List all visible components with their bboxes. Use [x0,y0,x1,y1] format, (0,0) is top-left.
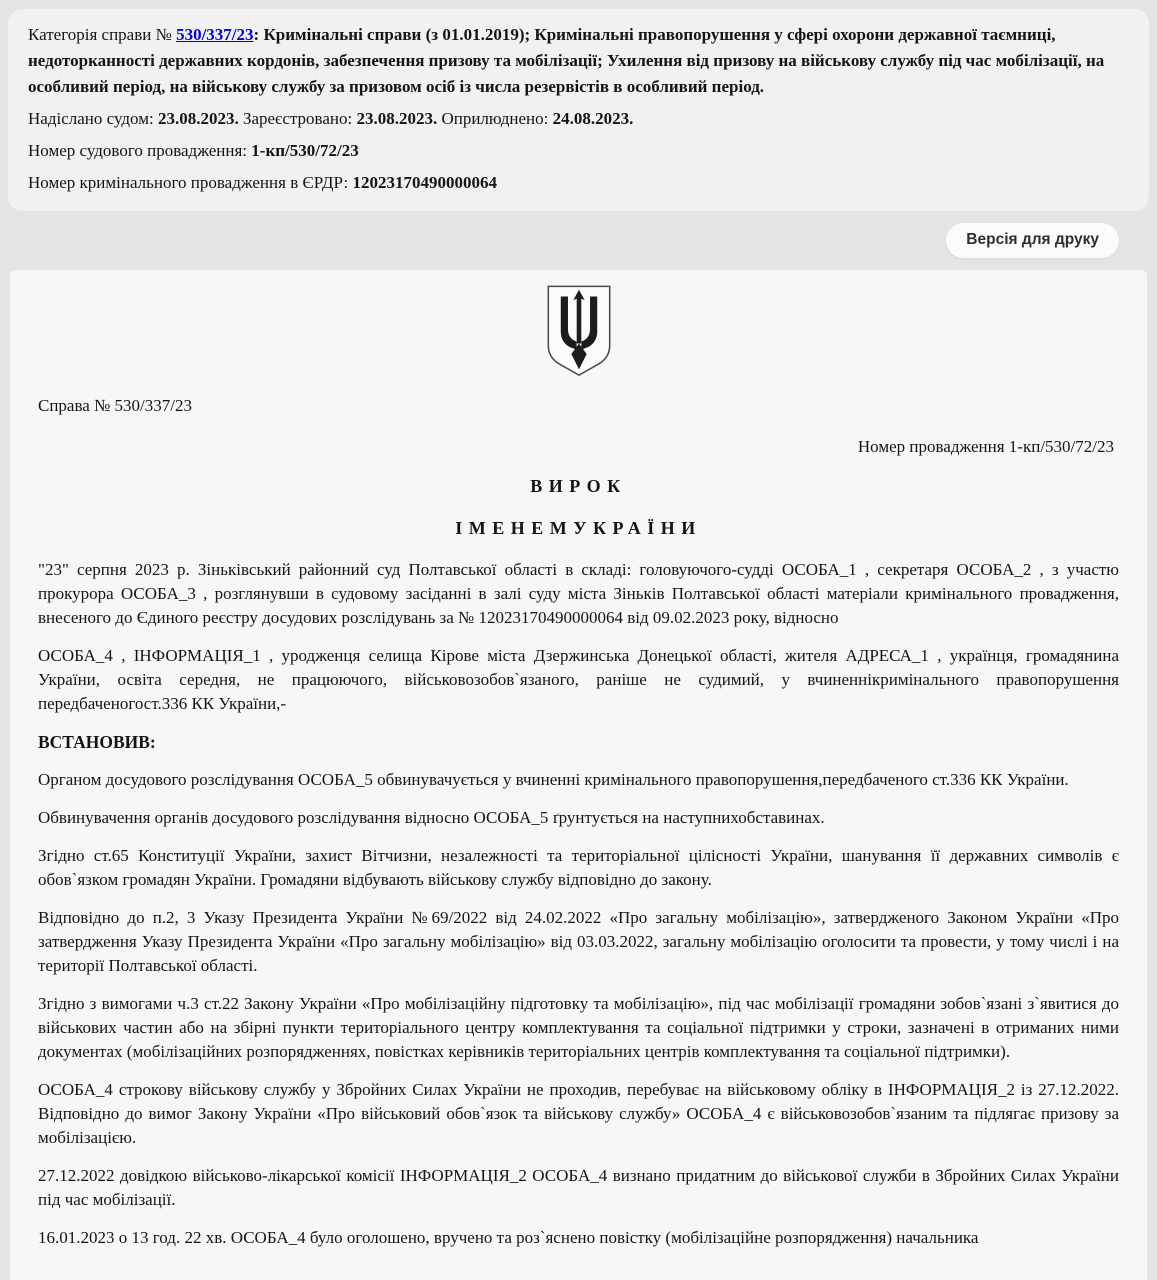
case-category-label: Категорія справи № [28,25,172,44]
body-paragraph: Органом досудового розслідування ОСОБА_5 обвинувачується у вчиненні кримінального правопорушення,передбаченого ст.336 КК України. [38,770,1069,789]
document-case-number: Справа № 530/337/23 [38,396,192,415]
court-proceeding-number: 1-кп/530/72/23 [251,141,359,160]
erdr-number: 12023170490000064 [352,173,498,192]
registered-date: 23.08.2023. [356,109,438,128]
body-paragraph: 27.12.2022 довідкою військово-лікарської комісії ІНФОРМАЦІЯ_2 ОСОБА_4 визнано придатним до військової служби в Збройних Силах України під час мобілізації. [38,1166,1119,1209]
dates-line [28,106,1127,132]
emblem-container [28,284,1129,378]
body-paragraph: Відповідно до п.2, 3 Указу Президента України №69/2022 від 24.02.2022 «Про загальну мобілізацію», затвердженого Законом України «Про затвердження Указу Президента України «Про загальну мобілізацію» від 03.03.2022, загальну мобілізацію оголосити та провести, у тому числі і на території Полтавської області. [38,908,1119,975]
body-paragraph: 16.01.2023 о 13 год. 22 хв. ОСОБА_4 було оголошено, вручено та роз`яснено повістку (мобілізаційне розпорядження) начальника [38,1228,979,1247]
in-the-name-of-ukraine-title: ІМЕНЕМУКРАЇНИ [455,518,702,538]
document-body [28,394,1129,1250]
published-label: Оприлюднено: [441,109,549,128]
verdict-title: ВИРОК [530,476,627,496]
intro-paragraph: "23" серпня 2023 р. Зіньківський районний суд Полтавської області в складі: головуючого-судді ОСОБА_1 , секретаря ОСОБА_2 , з участю прокурора ОСОБА_3 , розглянувши в судовому засіданні в залі суду міста Зіньків Полтавської області матеріали кримінального провадження, внесеного до Єдиного реєстру досудових розслідувань за № 12023170490000064 від 09.02.2023 року, відносно [38,560,1119,627]
court-decision-document [10,270,1147,1280]
case-number-link[interactable]: 530/337/23 [176,25,254,44]
court-proceeding-line [28,138,1127,164]
sent-by-court-date: 23.08.2023. [157,109,239,128]
registered-label: Зареєстровано: [242,109,353,128]
ukraine-coat-of-arms-icon [543,284,615,378]
defendant-paragraph: ОСОБА_4 , ІНФОРМАЦІЯ_1 , уродженця селища Кірове міста Дзержинська Донецької області, жителя АДРЕСА_1 , українця, громадянина України, освіта середня, не працюючого, військовозобов`язаного, раніше не судимий, у вчиненнікримінального правопорушення передбаченогост.336 КК України,- [38,646,1119,713]
case-category-text: : Кримінальні справи (з 01.01.2019); Кримінальні правопорушення у сфері охорони державної таємниці, недоторканності державних кордонів, забезпечення призову та мобілізації; Ухилення від призову на військову службу під час мобілізації, на особливий період, на військову службу за призовом осіб із числа резервістів в особливий період. [28,25,1105,96]
body-paragraph: Згідно ст.65 Конституції України, захист Вітчизни, незалежності та територіальної цілісності України, шанування її державних символів є обов`язком громадян України. Громадяни відбувають військову службу відповідно до закону. [38,846,1119,889]
case-info-panel [8,9,1149,211]
body-paragraph: ОСОБА_4 строкову військову службу у Збройних Силах України не проходив, перебуває на військовому обліку в ІНФОРМАЦІЯ_2 із 27.12.2022. Відповідно до вимог Закону України «Про військовий обов`язок та військову службу» ОСОБА_4 є військовозобов`язаним та підлягає призову за мобілізацією. [38,1080,1119,1147]
body-paragraph: Обвинувачення органів досудового розслідування відносно ОСОБА_5 ґрунтується на наступнихобставинах. [38,808,825,827]
sent-by-court-label: Надіслано судом: [28,109,154,128]
erdr-label: Номер кримінального провадження в ЄРДР: [28,173,349,192]
toolbar [0,211,1157,270]
established-heading: ВСТАНОВИВ: [38,732,156,752]
case-category-line [28,22,1127,100]
erdr-line [28,170,1127,196]
published-date: 24.08.2023. [552,109,634,128]
print-version-button[interactable]: Версія для друку [946,223,1119,258]
body-paragraph: Згідно з вимогами ч.3 ст.22 Закону України «Про мобілізаційну підготовку та мобілізацію», під час мобілізації громадяни зобов`язані з`явитися до військових частин або на збірні пункти територіального центру комплектування та соціальної підтримки у строки, зазначені в отриманих ними документах (мобілізаційних розпорядженнях, повістках керівників територіальних центрів комплектування та соціальної підтримки). [38,994,1119,1061]
document-proceeding-number: Номер провадження 1-кп/530/72/23 [857,437,1114,456]
court-proceeding-label: Номер судового провадження: [28,141,248,160]
